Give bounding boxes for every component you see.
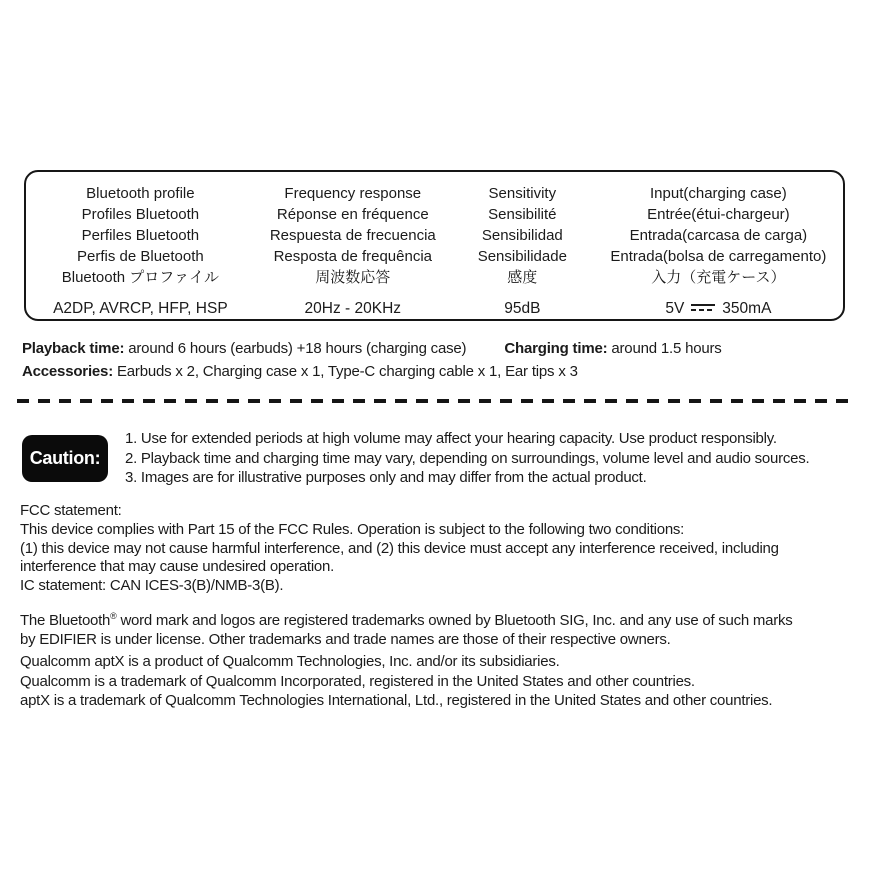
spec-label: 入力（充電ケース）: [651, 269, 786, 286]
bluetooth-notice-prefix: The Bluetooth: [20, 612, 111, 629]
spec-label: Entrada(bolsa de carregamento): [610, 248, 827, 265]
spec-label: Réponse en fréquence: [276, 206, 429, 223]
spec-label: Perfiles Bluetooth: [81, 227, 200, 244]
accessories-label: Accessories:: [22, 363, 113, 380]
playback-time-label: Playback time:: [22, 340, 125, 357]
spec-table: [24, 170, 845, 321]
bluetooth-trademark-notice: [20, 607, 860, 649]
fcc-statement: [20, 502, 860, 596]
bluetooth-notice-line2: by EDIFIER is under license. Other trademarks and trade names are those of their respective owners.: [20, 631, 671, 648]
spec-column-frequency-response: [255, 183, 451, 319]
caution-item: 3. Images are for illustrative purposes only and may differ from the actual product.: [125, 469, 647, 486]
direct-current-icon: [691, 303, 715, 313]
spec-label: Bluetooth プロファイル: [61, 269, 219, 286]
spec-label: Sensibilidad: [481, 227, 563, 244]
accessories-value: Earbuds x 2, Charging case x 1, Type-C charging cable x 1, Ear tips x 3: [113, 363, 578, 380]
spec-column-sensitivity: [451, 183, 594, 319]
spec-label: Input(charging case): [650, 185, 787, 202]
spec-label: Bluetooth profile: [86, 185, 195, 202]
spec-value-sensitivity: 95dB: [504, 300, 541, 317]
spec-label: Entrada(carcasa de carga): [629, 227, 808, 244]
registered-mark: ®: [110, 611, 117, 621]
fcc-line: interference that may cause undesired operation.: [20, 558, 335, 576]
charging-time-value: around 1.5 hours: [607, 340, 722, 357]
caution-items: [125, 427, 809, 488]
spec-label: Frequency response: [284, 185, 422, 202]
accessories-row: [22, 360, 856, 383]
fcc-title: FCC statement:: [20, 502, 122, 519]
qualcomm-notice: [20, 652, 860, 711]
spec-label: Sensitivity: [488, 185, 557, 202]
spec-column-bluetooth-profile: [26, 183, 255, 319]
input-current: 350mA: [722, 300, 772, 317]
caution-item: 2. Playback time and charging time may vary, depending on surroundings, volume level and audio sources.: [125, 449, 810, 467]
spec-value-bluetooth-profiles: A2DP, AVRCP, HFP, HSP: [53, 300, 228, 317]
spec-label: Resposta de frequência: [273, 248, 432, 265]
spec-label: Profiles Bluetooth: [81, 206, 200, 223]
playback-charging-row: [22, 337, 856, 360]
bluetooth-notice-rest: word mark and logos are registered trademarks owned by Bluetooth SIG, Inc. and any use of such marks: [116, 612, 793, 629]
qualcomm-notice-line: aptX is a trademark of Qualcomm Technologies International, Ltd., registered in the United States and other countries.: [20, 692, 773, 710]
spec-label: 感度: [507, 269, 538, 286]
summary-section: [22, 337, 856, 383]
playback-time-value: around 6 hours (earbuds) +18 hours (charging case): [124, 340, 467, 357]
spec-label: Respuesta de frecuencia: [269, 227, 436, 244]
qualcomm-notice-line: Qualcomm is a trademark of Qualcomm Incorporated, registered in the United States and other countries.: [20, 672, 695, 690]
spec-label: Entrée(étui-chargeur): [647, 206, 790, 223]
spec-value-input-rating: [594, 298, 843, 319]
spec-value-frequency-response: 20Hz - 20KHz: [304, 300, 402, 317]
spec-label: Sensibilité: [488, 206, 557, 223]
caution-badge: Caution:: [22, 435, 108, 482]
dashed-divider: [17, 399, 857, 403]
bluetooth-notice-line1: [20, 607, 860, 630]
fcc-line: (1) this device may not cause harmful interference, and (2) this device must accept any interference received, including: [20, 539, 779, 557]
spec-label: 周波数応答: [315, 269, 391, 286]
charging-time-label: Charging time:: [504, 340, 608, 357]
input-voltage: 5V: [665, 300, 685, 317]
caution-section: [22, 427, 858, 488]
spec-column-input-charging-case: [594, 183, 843, 319]
qualcomm-notice-line: Qualcomm aptX is a product of Qualcomm Technologies, Inc. and/or its subsidiaries.: [20, 653, 560, 670]
ic-statement-line: IC statement: CAN ICES-3(B)/NMB-3(B).: [20, 577, 284, 595]
spec-label: Sensibilidade: [477, 248, 567, 265]
fcc-line: This device complies with Part 15 of the FCC Rules. Operation is subject to the following two conditions:: [20, 520, 685, 538]
caution-item: 1. Use for extended periods at high volume may affect your hearing capacity. Use product responsibly.: [125, 430, 777, 447]
spec-label: Perfis de Bluetooth: [77, 248, 204, 265]
